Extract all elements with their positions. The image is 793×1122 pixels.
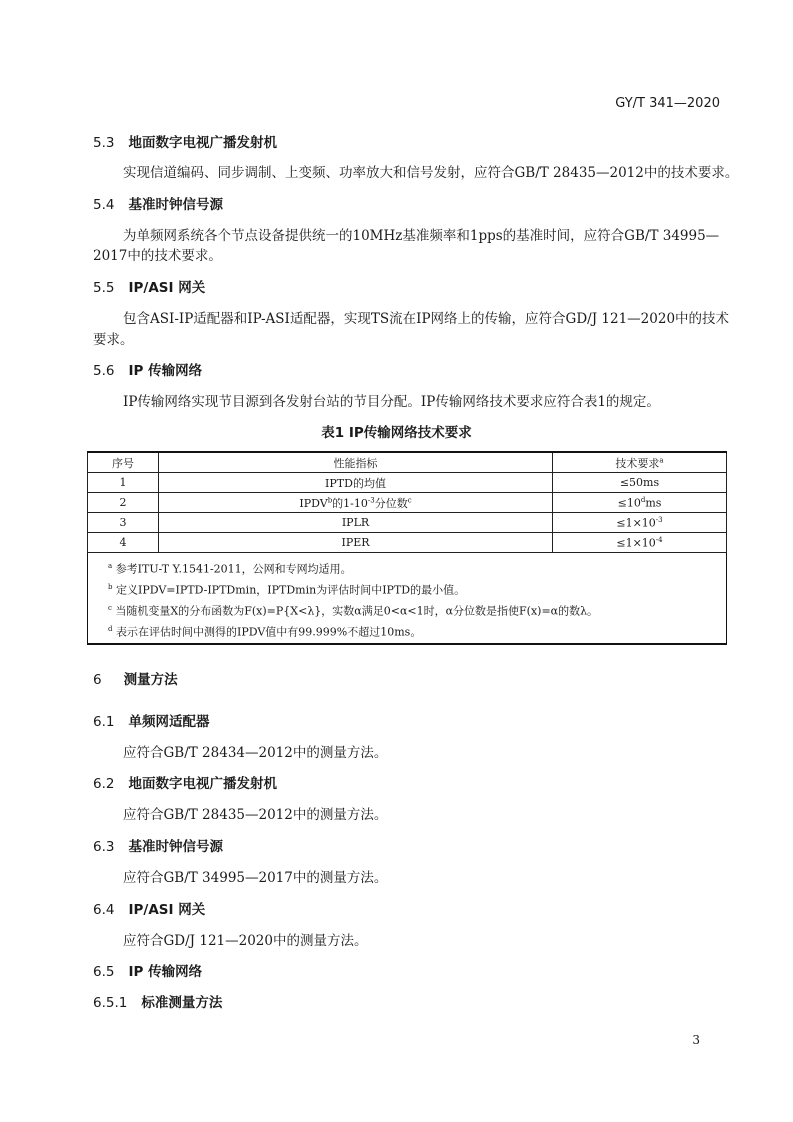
heading-6-2 — [93, 772, 277, 792]
heading-title: IP/ASI 网关 — [128, 902, 206, 918]
cell-metric: IPTD的均值 — [159, 473, 553, 493]
heading-6 — [93, 668, 178, 688]
cell-req: ≤50ms — [553, 473, 727, 493]
spec-table — [87, 451, 727, 645]
paragraph-5-4-line1: 为单频网系统各个节点设备提供统一的10MHz基准频率和1pps的基准时间，应符合GB/T 34995— — [123, 228, 720, 244]
heading-title: 地面数字电视广播发射机 — [128, 135, 277, 151]
heading-title: 地面数字电视广播发射机 — [128, 776, 277, 792]
heading-5-4 — [93, 193, 223, 213]
paragraph-6-4: 应符合GD/J 121—2020中的测量方法。 — [123, 933, 368, 949]
heading-number: 5.4 — [93, 197, 115, 213]
table-header-row — [88, 452, 727, 473]
cell-no: 2 — [88, 493, 159, 513]
cell-req: $\le 1\times 10^{-4}$ — [553, 533, 727, 553]
heading-number: 5.3 — [93, 135, 115, 151]
heading-number: 6.4 — [93, 902, 115, 918]
heading-6-3 — [93, 835, 223, 855]
heading-title: IP 传输网络 — [128, 363, 203, 379]
heading-5-5 — [93, 276, 205, 296]
heading-number: 6.5 — [93, 964, 115, 980]
heading-number: 6 — [93, 672, 102, 688]
table-row — [88, 513, 727, 533]
cell-metric: IPER — [159, 533, 553, 553]
heading-number: 6.5.1 — [93, 995, 128, 1011]
heading-title: IP 传输网络 — [128, 964, 203, 980]
table-note: $^b$ 定义IPDV=IPTD-IPTDmin，IPTDmin为评估时间中IPTD的最小值。 — [108, 583, 466, 597]
table-notes-row — [88, 553, 727, 645]
heading-title: 测量方法 — [123, 672, 178, 688]
cell-req: $\le 10^dms$ — [553, 493, 727, 513]
paragraph-5-5-line1: 包含ASI-IP适配器和IP-ASI适配器，实现TS流在IP网络上的传输，应符合GD/J 121—2020中的技术 — [123, 311, 730, 327]
heading-number: 5.6 — [93, 363, 115, 379]
heading-title: IP/ASI 网关 — [128, 280, 206, 296]
heading-number: 6.3 — [93, 839, 115, 855]
heading-5-3 — [93, 131, 277, 151]
heading-6-1 — [93, 710, 209, 730]
heading-5-6 — [93, 359, 202, 379]
table-row — [88, 473, 727, 493]
heading-title: 基准时钟信号源 — [128, 839, 223, 855]
paragraph-6-3: 应符合GB/T 34995—2017中的测量方法。 — [123, 870, 388, 886]
document-code: GY/T 341—2020 — [615, 96, 720, 111]
paragraph-5-4-line2: 2017中的技术要求。 — [93, 248, 222, 264]
heading-title: 单频网适配器 — [128, 714, 210, 730]
paragraph-5-6: IP传输网络实现节目源到各发射台站的节目分配。IP传输网络技术要求应符合表1的规定。 — [123, 394, 660, 410]
header-req: 技术要求$^a$ — [553, 452, 727, 473]
paragraph-5-3: 实现信道编码、同步调制、上变频、功率放大和信号发射，应符合GB/T 28435—2012中的技术要求。 — [123, 165, 739, 181]
paragraph-6-2: 应符合GB/T 28435—2012中的测量方法。 — [123, 807, 388, 823]
paragraph-5-5-line2: 要求。 — [93, 332, 134, 348]
page-number: 3 — [692, 1033, 700, 1047]
cell-metric: IPDV$^b$的$1-10^{-3}$分位数$^c$ — [159, 493, 553, 513]
heading-6-4 — [93, 898, 205, 918]
table-row — [88, 493, 727, 513]
heading-number: 5.5 — [93, 280, 115, 296]
heading-6-5-1 — [93, 991, 222, 1011]
table-notes — [88, 553, 727, 645]
heading-6-5 — [93, 960, 202, 980]
header-metric: 性能指标 — [159, 452, 553, 473]
cell-req: $\le 1\times 10^{-3}$ — [553, 513, 727, 533]
table-note: $^a$ 参考ITU-T Y.1541-2011，公网和专网均适用。 — [108, 562, 352, 576]
table-note: $^c$ 当随机变量X的分布函数为F(x)=P{X<λ}，实数α满足0<α<1时，α分位数是指使F(x)=α的数λ。 — [108, 604, 599, 618]
cell-no: 4 — [88, 533, 159, 553]
cell-metric: IPLR — [159, 513, 553, 533]
table-note: $^d$ 表示在评估时间中测得的IPDV值中有99.999%不超过10ms。 — [108, 625, 422, 639]
table-caption: 表1 IP传输网络技术要求 — [321, 425, 472, 441]
heading-title: 标准测量方法 — [141, 995, 223, 1011]
heading-number: 6.1 — [93, 714, 115, 730]
heading-number: 6.2 — [93, 776, 115, 792]
header-no: 序号 — [88, 452, 159, 473]
cell-no: 3 — [88, 513, 159, 533]
heading-title: 基准时钟信号源 — [128, 197, 223, 213]
paragraph-6-1: 应符合GB/T 28434—2012中的测量方法。 — [123, 745, 388, 761]
table-row — [88, 533, 727, 553]
cell-no: 1 — [88, 473, 159, 493]
